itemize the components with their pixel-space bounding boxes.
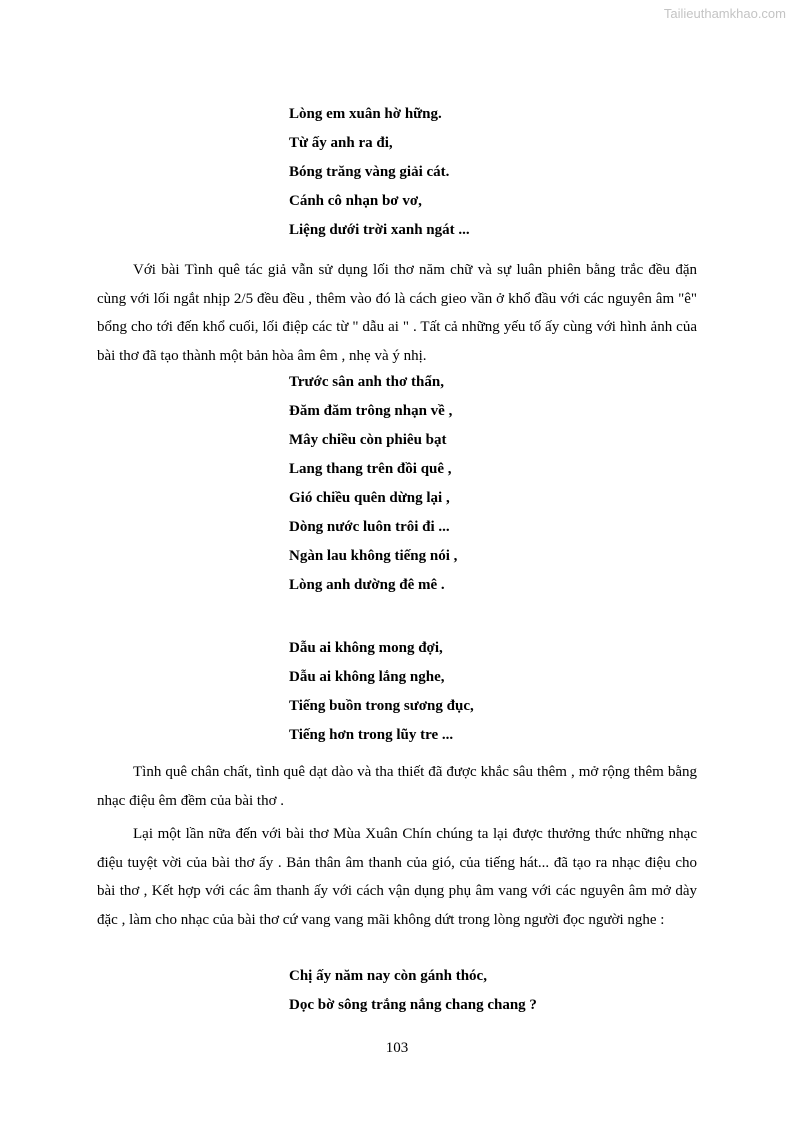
poem-stanza-1 <box>289 100 470 245</box>
poem-line: Dòng nước luôn trôi đi ... <box>289 519 450 535</box>
poem-line: Lòng anh dường đê mê . <box>289 577 445 593</box>
poem-line: Bóng trăng vàng giải cát. <box>289 164 450 180</box>
body-paragraph-3: Lại một lần nữa đến với bài thơ Mùa Xuân Chín chúng ta lại được thưởng thức những nhạc điệu tuyệt vời của bài thơ ấy . Bản thân âm thanh của gió, của tiếng hát... đã tạo ra nhạc điệu cho bài thơ , Kết hợp với các âm thanh ấy với cách vận dụng phụ âm vang với các nguyên âm mở dày đặc , làm cho nhạc của bài thơ cứ vang vang mãi không dứt trong lòng người đọc người nghe : <box>97 826 697 928</box>
watermark: Tailieuthamkhao.com <box>663 6 786 21</box>
poem-line: Chị ấy năm nay còn gánh thóc, <box>289 968 487 984</box>
poem-line: Dẫu ai không mong đợi, <box>289 640 443 656</box>
poem-line: Lòng em xuân hờ hững. <box>289 106 442 122</box>
poem-line: Tiếng hơn trong lũy tre ... <box>289 727 454 743</box>
poem-line: Mây chiều còn phiêu bạt <box>289 432 447 448</box>
poem-line: Trước sân anh thơ thẩn, <box>289 374 444 390</box>
body-paragraph-1: Với bài Tình quê tác giả vẫn sử dụng lối thơ năm chữ và sự luân phiên bằng trắc đều đặn cùng với lối ngắt nhịp 2/5 đều đều , thêm vào đó là cách gieo vần ở khổ đầu với các nguyên âm "ê" bổng cho tới đến khổ cuối, lối điệp các từ " dẫu ai " . Tất cả những yếu tố ấy cùng với hình ảnh của bài thơ đã tạo thành một bản hòa âm êm , nhẹ và ý nhị. <box>97 262 697 364</box>
poem-line: Dọc bờ sông trắng nắng chang chang ? <box>289 997 537 1013</box>
poem-stanza-3 <box>289 634 474 750</box>
poem-line: Lang thang trên đồi quê , <box>289 461 452 477</box>
body-paragraph-2: Tình quê chân chất, tình quê dạt dào và tha thiết đã được khắc sâu thêm , mở rộng thêm bằng nhạc điệu êm đềm của bài thơ . <box>97 764 697 809</box>
poem-stanza-4 <box>289 962 537 1020</box>
poem-line: Đăm đăm trông nhạn về , <box>289 403 453 419</box>
poem-line: Cánh cô nhạn bơ vơ, <box>289 193 422 209</box>
poem-line: Gió chiều quên dừng lại , <box>289 490 450 506</box>
poem-line: Tiếng buồn trong sương đục, <box>289 698 474 714</box>
poem-line: Dẫu ai không lắng nghe, <box>289 669 445 685</box>
page-number: 103 <box>385 1040 409 1056</box>
poem-line: Từ ấy anh ra đi, <box>289 135 393 151</box>
poem-line: Ngàn lau không tiếng nói , <box>289 548 458 564</box>
poem-line: Liệng dưới trời xanh ngát ... <box>289 222 470 238</box>
poem-stanza-2 <box>289 368 457 600</box>
